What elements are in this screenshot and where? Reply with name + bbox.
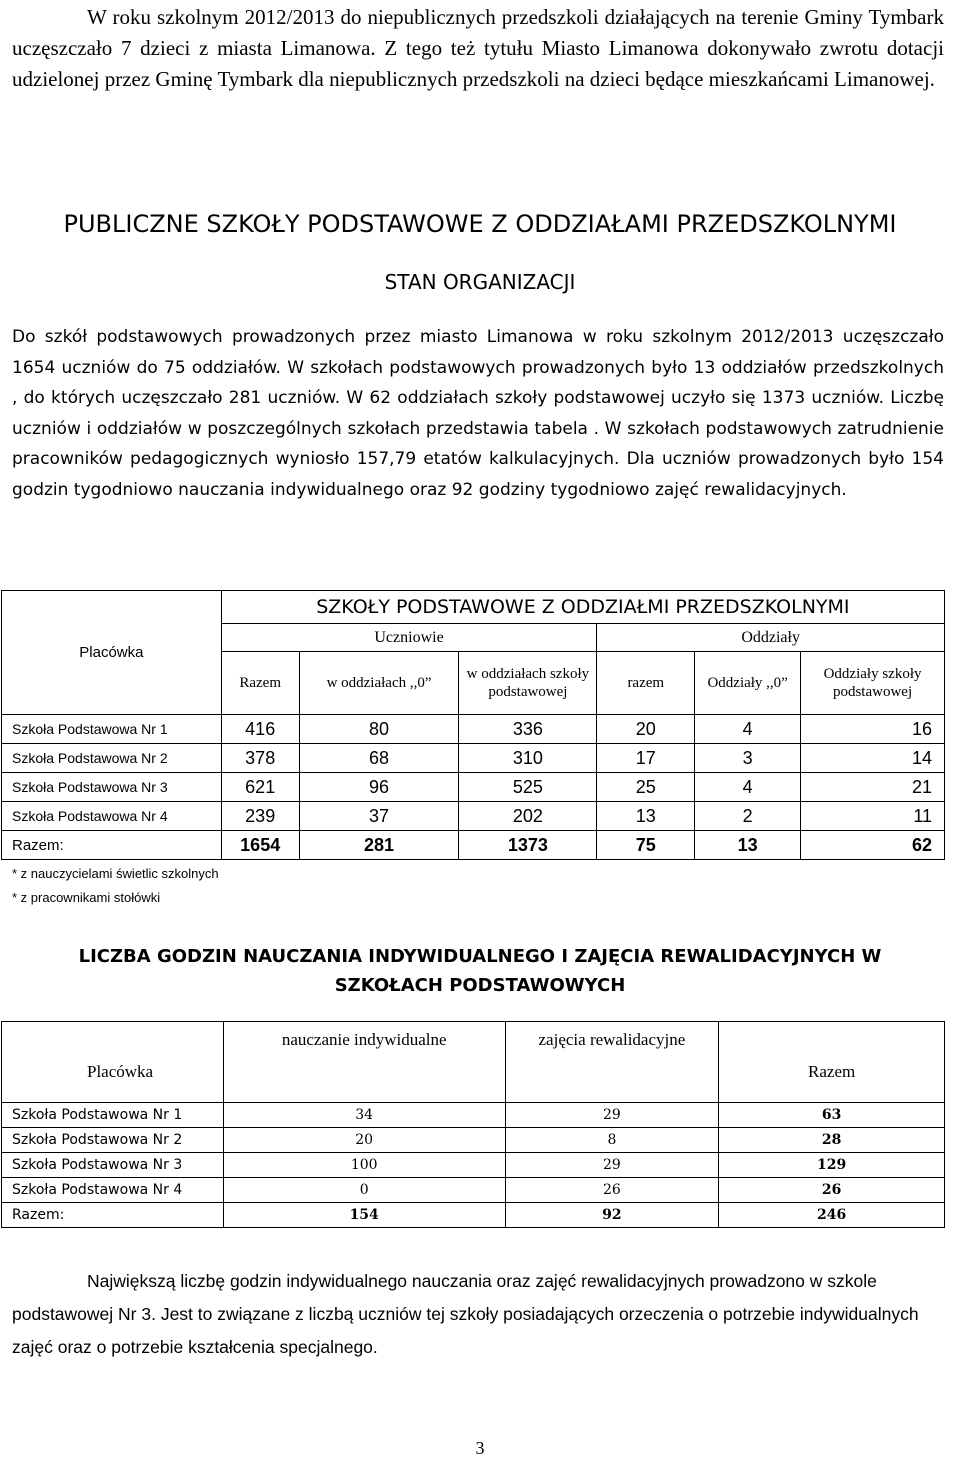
- section2-title-line2: SZKOŁACH PODSTAWOWYCH: [334, 975, 626, 996]
- cell: 202: [459, 802, 597, 831]
- cell: 3: [695, 744, 801, 773]
- schools-table: [1, 590, 945, 860]
- cell: 281: [299, 831, 459, 860]
- footnote: * z pracownikami stołówki: [12, 890, 161, 905]
- cell: 26: [719, 1178, 945, 1203]
- placowka-header: Placówka: [2, 1022, 224, 1103]
- col-zajecia-rewalidacyjne: zajęcia rewalidacyjne: [505, 1022, 719, 1103]
- cell: 154: [223, 1203, 505, 1228]
- cell: 13: [597, 802, 695, 831]
- table-row: [2, 1128, 945, 1153]
- cell: 17: [597, 744, 695, 773]
- cell: 246: [719, 1203, 945, 1228]
- table-row: [2, 1178, 945, 1203]
- school-name: Szkoła Podstawowa Nr 1: [2, 1103, 224, 1128]
- total-label: Razem:: [2, 831, 222, 860]
- cell: 1654: [221, 831, 299, 860]
- cell: 28: [719, 1128, 945, 1153]
- col-razem: Razem: [719, 1022, 945, 1103]
- section-paragraph-block: [12, 322, 944, 505]
- table-row: [2, 773, 945, 802]
- table-row: [2, 715, 945, 744]
- cell: 80: [299, 715, 459, 744]
- section-title: PUBLICZNE SZKOŁY PODSTAWOWE Z ODDZIAŁAMI PRZEDSZKOLNYMI: [63, 210, 897, 238]
- footnotes: [12, 862, 219, 910]
- closing-paragraph: Największą liczbę godzin indywidualnego nauczania oraz zajęć rewalidacyjnych prowadzono w szkole podstawowej Nr 3. Jest to związane z liczbą uczniów tej szkoły posiadających orzeczenia o potrzebie indywidualnych zajęć oraz o potrzebie kształcenia specjalnego.: [12, 1271, 919, 1357]
- cell: 34: [223, 1103, 505, 1128]
- cell: 525: [459, 773, 597, 802]
- cell: 310: [459, 744, 597, 773]
- intro-paragraph: W roku szkolnym 2012/2013 do niepublicznych przedszkoli działających na terenie Gminy Tymbark uczęszczało 7 dzieci z miasta Limanowa. Z tego też tytułu Miasto Limanowa dokonywało zwrotu dotacji udzielonej przez Gminę Tymbark dla niepublicznych przedszkoli na dzieci będące mieszkańcami Limanowej.: [12, 5, 944, 91]
- cell: 378: [221, 744, 299, 773]
- cell: 62: [801, 831, 945, 860]
- cell: 13: [695, 831, 801, 860]
- cell: 14: [801, 744, 945, 773]
- page-number: 3: [475, 1438, 485, 1458]
- cell: 63: [719, 1103, 945, 1128]
- cell: 96: [299, 773, 459, 802]
- placowka-header: Placówka: [2, 591, 222, 715]
- cell: 11: [801, 802, 945, 831]
- section-subtitle: STAN ORGANIZACJI: [384, 270, 576, 294]
- total-label: Razem:: [2, 1203, 224, 1228]
- school-name: Szkoła Podstawowa Nr 3: [2, 1153, 224, 1178]
- cell: 26: [505, 1178, 719, 1203]
- section2-title-line1: LICZBA GODZIN NAUCZANIA INDYWIDUALNEGO I ZAJĘCIA REWALIDACYJNYCH W: [78, 946, 882, 967]
- cell: 20: [223, 1128, 505, 1153]
- cell: 4: [695, 715, 801, 744]
- col-oddzialy-szkoly: Oddziały szkoły podstawowej: [801, 652, 945, 715]
- col-w-oddzialach-szkoly: w oddziałach szkoły podstawowej: [459, 652, 597, 715]
- hours-table: [1, 1021, 945, 1228]
- group-oddzialy: Oddziały: [597, 624, 945, 652]
- school-name: Szkoła Podstawowa Nr 4: [2, 1178, 224, 1203]
- closing-text: [12, 1265, 944, 1364]
- cell: 20: [597, 715, 695, 744]
- col-w-oddzialach-0: w oddziałach ,,0”: [299, 652, 459, 715]
- cell: 2: [695, 802, 801, 831]
- cell: 621: [221, 773, 299, 802]
- school-name: Szkoła Podstawowa Nr 2: [2, 744, 222, 773]
- school-name: Szkoła Podstawowa Nr 1: [2, 715, 222, 744]
- cell: 129: [719, 1153, 945, 1178]
- table-row: [2, 1103, 945, 1128]
- col-razem: Razem: [221, 652, 299, 715]
- intro-text: [12, 2, 944, 95]
- table-row: [2, 744, 945, 773]
- table-caption: SZKOŁY PODSTAWOWE Z ODDZIAŁMI PRZEDSZKOLNYMI: [221, 591, 944, 624]
- footnote: * z nauczycielami świetlic szkolnych: [12, 866, 219, 881]
- cell: 68: [299, 744, 459, 773]
- cell: 37: [299, 802, 459, 831]
- cell: 336: [459, 715, 597, 744]
- cell: 0: [223, 1178, 505, 1203]
- table-row: [2, 802, 945, 831]
- cell: 92: [505, 1203, 719, 1228]
- cell: 1373: [459, 831, 597, 860]
- total-row: [2, 1203, 945, 1228]
- school-name: Szkoła Podstawowa Nr 3: [2, 773, 222, 802]
- table-row: [2, 1153, 945, 1178]
- col-oddzialy-0: Oddziały ,,0”: [695, 652, 801, 715]
- cell: 4: [695, 773, 801, 802]
- cell: 239: [221, 802, 299, 831]
- total-row: [2, 831, 945, 860]
- cell: 29: [505, 1153, 719, 1178]
- school-name: Szkoła Podstawowa Nr 2: [2, 1128, 224, 1153]
- school-name: Szkoła Podstawowa Nr 4: [2, 802, 222, 831]
- cell: 29: [505, 1103, 719, 1128]
- section-paragraph: Do szkół podstawowych prowadzonych przez miasto Limanowa w roku szkolnym 2012/2013 uczęszczało 1654 uczniów do 75 oddziałów. W szkołach podstawowych prowadzonych było 13 oddziałów przedszkolnych , do których uczęszczało 281 uczniów. W 62 oddziałach szkoły podstawowej uczyło się 1373 uczniów. Liczbę uczniów i oddziałów w poszczególnych szkołach przedstawia tabela . W szkołach podstawowych zatrudnienie pracowników pedagogicznych wyniosło 157,79 etatów kalkulacyjnych. Dla uczniów prowadzonych było 154 godzin tygodniowo nauczania indywidualnego oraz 92 godziny tygodniowo zajęć rewalidacyjnych.: [12, 327, 944, 500]
- cell: 21: [801, 773, 945, 802]
- col-nauczanie-indywidualne: nauczanie indywidualne: [223, 1022, 505, 1103]
- cell: 8: [505, 1128, 719, 1153]
- cell: 25: [597, 773, 695, 802]
- cell: 16: [801, 715, 945, 744]
- cell: 75: [597, 831, 695, 860]
- group-uczniowie: Uczniowie: [221, 624, 597, 652]
- section2-title: [0, 942, 960, 1000]
- col-razem-oddzialy: razem: [597, 652, 695, 715]
- cell: 416: [221, 715, 299, 744]
- cell: 100: [223, 1153, 505, 1178]
